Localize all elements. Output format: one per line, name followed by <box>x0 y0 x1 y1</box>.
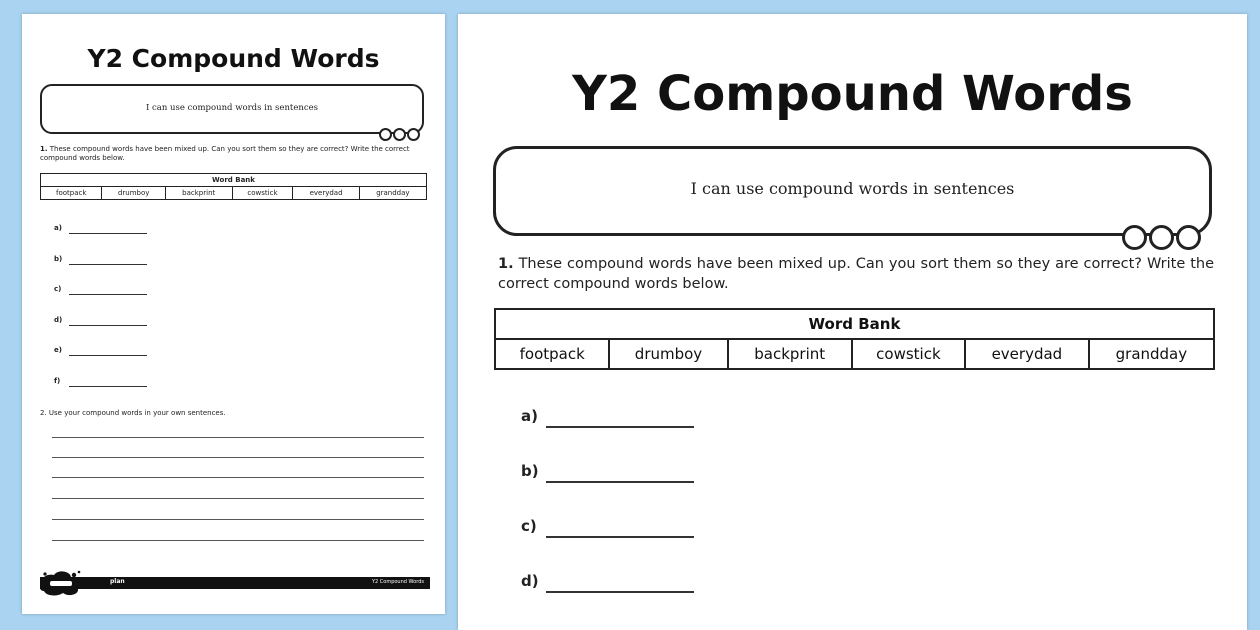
sentence-line <box>52 477 424 478</box>
question-1 <box>498 254 1214 294</box>
sentence-line <box>52 457 424 458</box>
assessment-circles <box>379 128 420 141</box>
word-bank-word: drumboy <box>102 187 165 200</box>
answer-letter: d) <box>54 315 63 324</box>
page-title: Y2 Compound Words <box>572 66 1133 122</box>
word-bank-word: drumboy <box>609 339 727 369</box>
worksheet-thumbnail-page <box>22 14 445 614</box>
answer-line <box>69 355 147 356</box>
publisher-logo <box>38 569 84 597</box>
word-bank-title: Word Bank <box>495 309 1214 339</box>
worksheet-zoomed-page <box>458 14 1247 630</box>
assessment-circle <box>1122 225 1147 250</box>
assessment-circle <box>379 128 392 141</box>
answer-line <box>69 386 147 387</box>
answer-line <box>546 426 694 428</box>
sentence-line <box>52 498 424 499</box>
sentence-line <box>52 437 424 438</box>
word-bank-word: cowstick <box>852 339 965 369</box>
answer-letter: b) <box>54 254 63 263</box>
word-bank-word: backprint <box>165 187 232 200</box>
assessment-circle <box>393 128 406 141</box>
page-footer <box>40 577 430 589</box>
sentence-line <box>52 519 424 520</box>
assessment-circle <box>407 128 420 141</box>
question-1-number: 1. <box>498 256 514 272</box>
question-1-text: These compound words have been mixed up. Can you sort them so they are correct? Write the correct compound words below. <box>40 145 410 162</box>
answer-letter: e) <box>54 346 62 354</box>
answer-line <box>546 481 694 483</box>
word-bank-table <box>494 308 1215 370</box>
question-1-text: These compound words have been mixed up. Can you sort them so they are correct? Write the correct compound words below. <box>498 256 1214 292</box>
answer-line <box>69 325 147 326</box>
answer-line <box>69 294 147 295</box>
answer-letter: a) <box>54 224 62 232</box>
footer-brand: plan <box>110 578 125 585</box>
word-bank-word: footpack <box>41 187 102 200</box>
assessment-circle <box>1176 225 1201 250</box>
word-bank-word: grandday <box>359 187 426 200</box>
learning-objective-text: I can use compound words in sentences <box>690 179 1015 198</box>
answer-letter: a) <box>521 407 538 425</box>
answer-line <box>69 264 147 265</box>
word-bank-word: footpack <box>495 339 609 369</box>
answer-letter: c) <box>54 285 62 293</box>
learning-objective-box <box>493 146 1212 236</box>
answer-letter: d) <box>521 572 539 590</box>
word-bank-title: Word Bank <box>41 174 427 187</box>
word-bank-word: cowstick <box>232 187 293 200</box>
assessment-circle <box>1149 225 1174 250</box>
word-bank-table <box>40 173 427 200</box>
sentence-line <box>52 540 424 541</box>
question-2: 2. Use your compound words in your own sentences. <box>40 409 226 417</box>
page-title: Y2 Compound Words <box>87 44 380 73</box>
word-bank-word: grandday <box>1089 339 1214 369</box>
answer-line <box>546 591 694 593</box>
answer-line <box>69 233 147 234</box>
word-bank-word: everydad <box>965 339 1089 369</box>
learning-objective-text: I can use compound words in sentences <box>145 103 319 113</box>
word-bank-word: everydad <box>293 187 359 200</box>
assessment-circles <box>1122 225 1201 250</box>
answer-line <box>546 536 694 538</box>
answer-letter: f) <box>54 376 61 385</box>
question-1 <box>40 145 426 163</box>
answer-letter: b) <box>521 462 539 480</box>
question-1-number: 1. <box>40 145 48 153</box>
word-bank-word: backprint <box>728 339 852 369</box>
footer-title: Y2 Compound Words <box>371 579 424 585</box>
learning-objective-box <box>40 84 424 134</box>
answer-letter: c) <box>521 517 537 535</box>
